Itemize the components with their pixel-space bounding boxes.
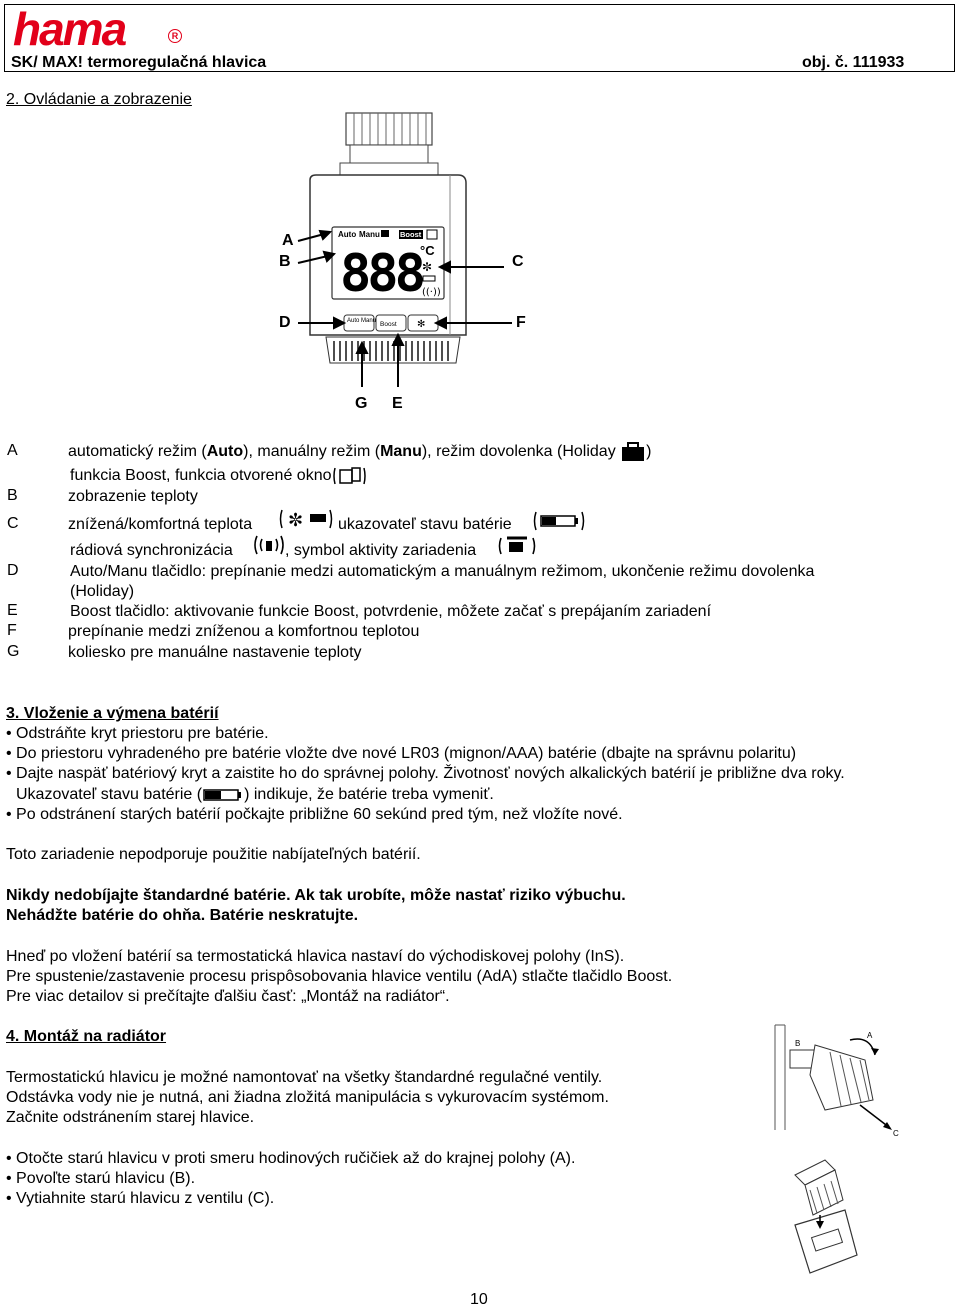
open-window-icon (332, 466, 368, 486)
legend-key-a: A (7, 442, 18, 459)
section-4-title: 4. Montáž na radiátor (6, 1028, 167, 1045)
battery-low-icon (202, 787, 244, 803)
legend-boost-window: funkcia Boost, funkcia otvorené okno (70, 466, 368, 486)
s3-battery-line: Ukazovateľ stavu batérie ( ) indikuje, že batérie treba vymeniť. (16, 786, 494, 803)
s3-after-3: Pre viac detailov si prečítajte ďalšiu časť: „Montáž na radiátor“. (6, 988, 450, 1005)
holiday-suitcase-icon (381, 230, 389, 237)
radio-sync-icon (252, 532, 286, 558)
s4-para-1: Termostatickú hlavicu je možné namontovať na všetky štandardné regulačné ventily. (6, 1069, 603, 1086)
legend-activity-text: , symbol aktivity zariadenia (285, 542, 477, 559)
display-celsius: °C (420, 243, 435, 258)
reduced-comfort-icon (278, 506, 334, 532)
callout-e: E (392, 395, 403, 412)
radio-icon: ((·)) (422, 287, 441, 298)
header-box (4, 4, 955, 72)
svg-text:✼: ✼ (288, 510, 304, 531)
boost-button-label: Boost (380, 321, 397, 328)
battery-icon (532, 510, 586, 532)
legend-key-f: F (7, 622, 17, 639)
s3-warning-2: Nehádžte batérie do ohňa. Batérie neskratujte. (6, 907, 359, 924)
legend-e-text: Boost tlačidlo: aktivovanie funkcie Boost, potvrdenie, môžete začať s prepájaním zariadení (70, 603, 712, 620)
legend-g-text: koliesko pre manuálne nastavenie teploty (68, 644, 362, 661)
legend-radio-text: rádiová synchronizácia (70, 542, 233, 559)
legend-key-b: B (7, 487, 18, 504)
legend-f-text: prepínanie medzi zníženou a komfortnou teplotou (68, 623, 420, 640)
display-boost-label: Boost (400, 230, 422, 239)
s4-bullet-3: • Vytiahnite starú hlavicu z ventilu (C). (6, 1190, 275, 1207)
registered-mark: R (168, 29, 182, 43)
fig-label-c: C (893, 1129, 899, 1138)
callout-g: G (355, 395, 368, 412)
page-number: 10 (470, 1291, 488, 1308)
s3-bullet-1: • Odstráňte kryt priestoru pre batérie. (6, 725, 269, 742)
callout-a: A (282, 232, 294, 249)
legend-c-text: znížená/komfortná teplota (68, 516, 253, 533)
temp-toggle-button-label: ✻ (417, 319, 426, 330)
removal-illustration (755, 1020, 905, 1140)
legend-c-text2: ukazovateľ stavu batérie (338, 516, 512, 533)
legend-key-d: D (7, 562, 19, 579)
suitcase-icon (620, 442, 646, 462)
s4-bullet-2: • Povoľte starú hlavicu (B). (6, 1170, 196, 1187)
s3-after-1: Hneď po vložení batérií sa termostatická hlavica nastaví do východiskovej polohy (InS). (6, 948, 625, 965)
s4-para-3: Začnite odstránením starej hlavice. (6, 1109, 255, 1126)
s4-para-2: Odstávka vody nie je nutná, ani žiadna zložitá manipulácia s vykurovacím systémom. (6, 1089, 609, 1106)
callout-c: C (512, 253, 524, 270)
callout-f: F (516, 314, 526, 331)
s3-after-2: Pre spustenie/zastavenie procesu prispôsobovania hlavice ventilu (AdA) stlačte tlačidlo Boost. (6, 968, 673, 985)
hama-logo: hama (13, 3, 126, 55)
document-title: SK/ MAX! termoregulačná hlavica (11, 54, 267, 71)
callout-b: B (279, 253, 291, 270)
s3-bullet-4: • Po odstránení starých batérií počkajte približne 60 sekúnd pred tým, než vložíte nové. (6, 806, 623, 823)
display-auto-label: Auto (338, 230, 357, 239)
display-manu-label: Manu (359, 230, 380, 239)
auto-manu-button-label: Auto Manu (347, 318, 377, 324)
s3-bullet-2: • Do priestoru vyhradeného pre batérie vložte dve nové LR03 (mignon/AAA) batérie (dbajte na správnu polaritu) (6, 745, 797, 762)
s3-no-rechargeable: Toto zariadenie nepodporuje použitie nabíjateľných batérií. (6, 846, 421, 863)
fig-label-a: A (867, 1031, 873, 1040)
order-number: obj. č. 111933 (802, 54, 905, 71)
s4-bullet-1: • Otočte starú hlavicu v proti smeru hodinových ručičiek až do krajnej polohy (A). (6, 1150, 576, 1167)
valve-illustration (765, 1155, 885, 1285)
section-3-title: 3. Vloženie a výmena batérií (6, 705, 219, 722)
display-digits: 888 (340, 244, 422, 304)
legend-d-text2: (Holiday) (70, 583, 135, 600)
callout-d: D (279, 314, 291, 331)
legend-b-text: zobrazenie teploty (68, 488, 198, 505)
thermostat-diagram (270, 105, 570, 415)
legend-a-text: automatický režim (Auto), manuálny režim (Manu), režim dovolenka (Holiday ) (68, 443, 652, 461)
s3-warning-1: Nikdy nedobíjajte štandardné batérie. Ak tak urobíte, môže nastať riziko výbuchu. (6, 887, 626, 904)
legend-key-c: C (7, 515, 19, 532)
legend-key-e: E (7, 602, 18, 619)
legend-key-g: G (7, 643, 20, 660)
sun-icon: ✼ (422, 260, 433, 274)
s3-bullet-3: • Dajte naspäť batériový kryt a zaistite ho do správnej polohy. Životnosť nových alkalických batérií je približne dva roky. (6, 765, 845, 782)
device-activity-icon (497, 534, 537, 556)
legend-d-text: Auto/Manu tlačidlo: prepínanie medzi automatickým a manuálnym režimom, ukončenie režimu dovolenka (70, 563, 815, 580)
section-2-title: 2. Ovládanie a zobrazenie (6, 91, 192, 108)
fig-label-b: B (795, 1039, 801, 1048)
